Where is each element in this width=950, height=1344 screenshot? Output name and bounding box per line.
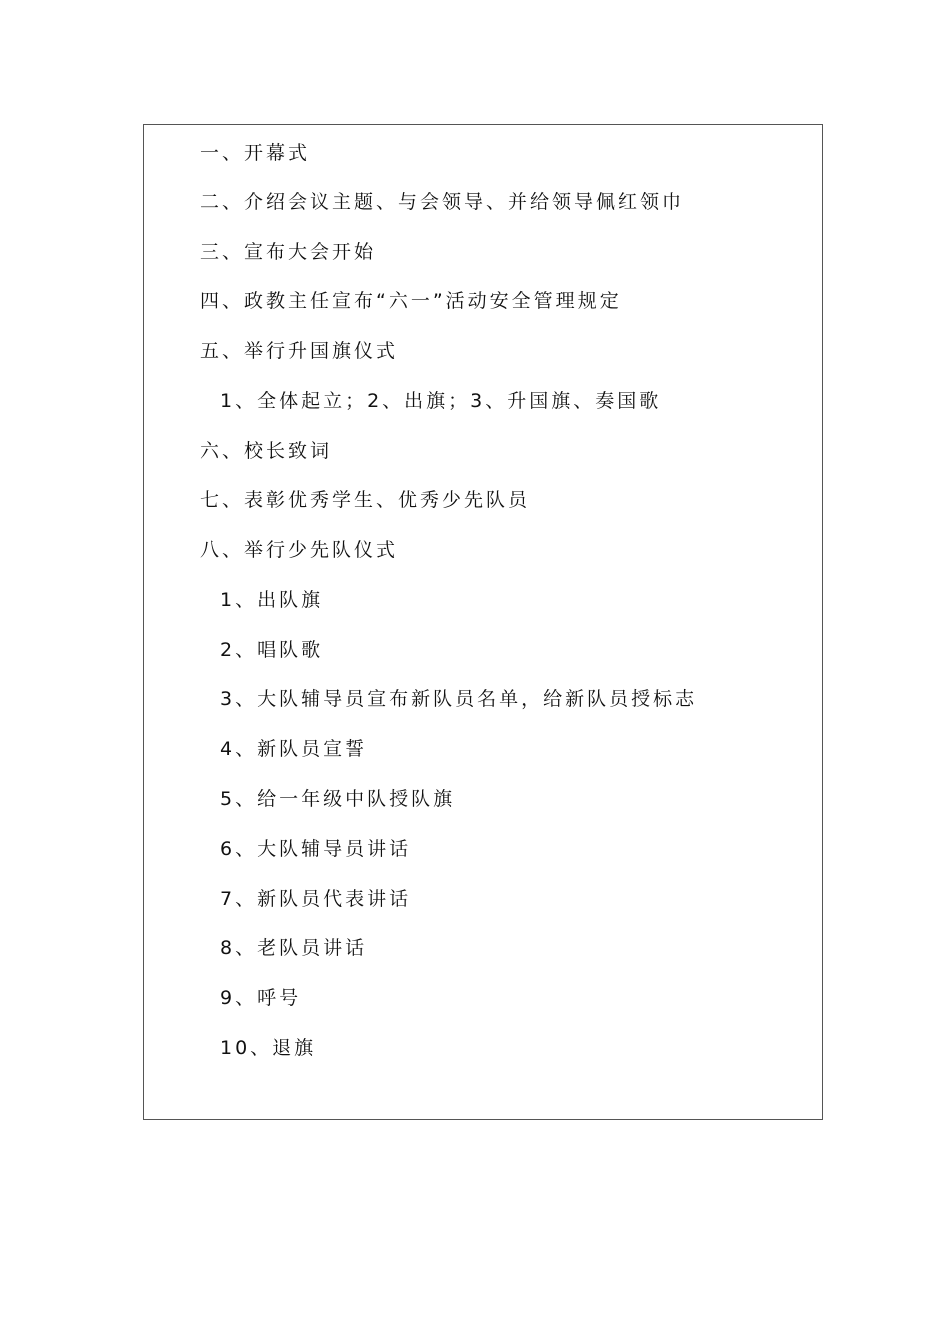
- program-subitem: 6、大队辅导员讲话: [220, 838, 412, 860]
- program-subitem: 9、呼号: [220, 987, 302, 1009]
- program-item: 六、校长致词: [200, 440, 333, 462]
- program-subitem: 10、退旗: [220, 1037, 317, 1059]
- program-subitem: 1、全体起立；2、出旗；3、升国旗、奏国歌: [220, 390, 662, 412]
- program-item: 三、宣布大会开始: [200, 241, 377, 263]
- program-item: 一、开幕式: [200, 142, 311, 164]
- program-subitem: 4、新队员宣誓: [220, 738, 368, 760]
- program-subitem: 3、大队辅导员宣布新队员名单，给新队员授标志: [220, 688, 698, 710]
- program-subitem: 2、唱队歌: [220, 639, 324, 661]
- program-item: 七、表彰优秀学生、优秀少先队员: [200, 489, 531, 511]
- program-item: 八、举行少先队仪式: [200, 539, 399, 561]
- program-item: 四、政教主任宣布“六一”活动安全管理规定: [200, 290, 622, 312]
- program-item: 二、介绍会议主题、与会领导、并给领导佩红领巾: [200, 191, 685, 213]
- program-item: 五、举行升国旗仪式: [200, 340, 399, 362]
- program-subitem: 7、新队员代表讲话: [220, 888, 412, 910]
- program-subitem: 8、老队员讲话: [220, 937, 368, 959]
- program-subitem: 5、给一年级中队授队旗: [220, 788, 456, 810]
- program-frame: [143, 124, 823, 1120]
- program-subitem: 1、出队旗: [220, 589, 324, 611]
